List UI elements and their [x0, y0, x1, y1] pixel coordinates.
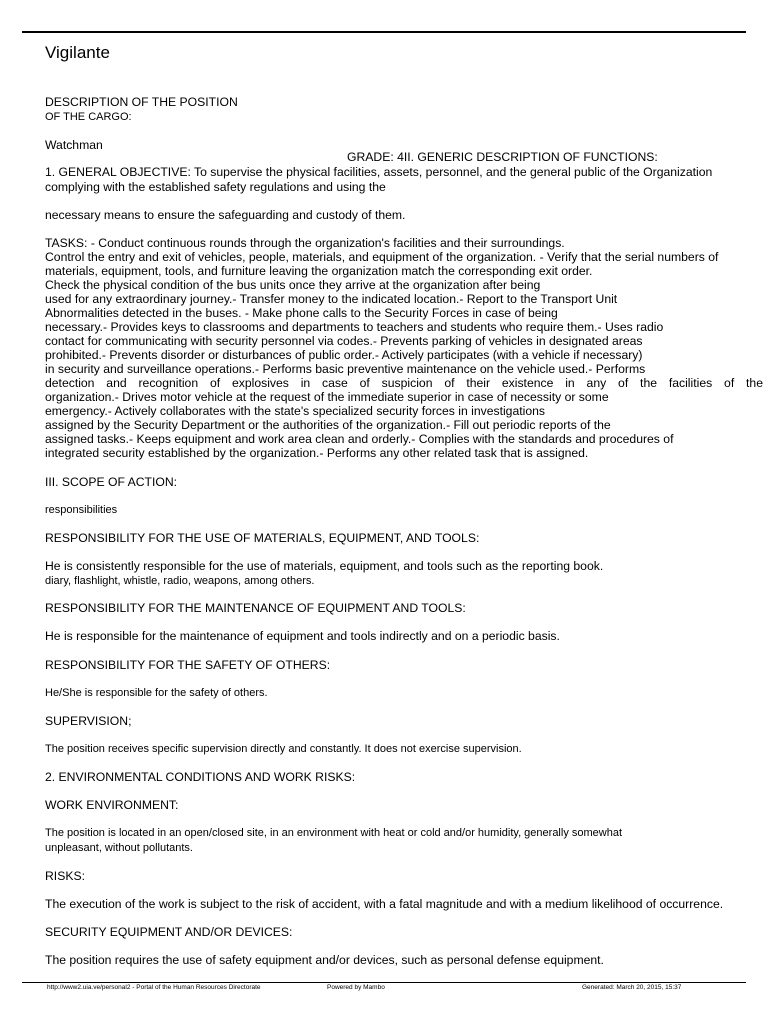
grade-heading: GRADE: 4II. GENERIC DESCRIPTION OF FUNCTIONS: [347, 150, 658, 165]
work-environment-text: The position is located in an open/closed site, in an environment with heat or cold and/or humidity, generally somewhat [45, 827, 623, 839]
scope-heading: III. SCOPE OF ACTION: [45, 475, 178, 489]
resp-maintenance-text: He is responsible for the maintenance of equipment and tools indirectly and on a periodic basis. [45, 629, 560, 643]
resp-materials-text-2: diary, flashlight, whistle, radio, weapons, among others. [45, 575, 315, 587]
tasks-line: emergency.- Actively collaborates with the state's specialized security forces in investigations [45, 404, 545, 418]
risks-text: The execution of the work is subject to the risk of accident, with a fatal magnitude and with a medium likelihood of occurrence. [45, 897, 724, 911]
tasks-line: used for any extraordinary journey.- Transfer money to the indicated location.- Report to the Transport Unit [45, 292, 618, 306]
footer-generated: Generated: March 20, 2015, 15:37 [582, 984, 682, 991]
top-rule [22, 31, 746, 33]
footer-source: http://www2.uia.ve/personal2 - Portal of the Human Resources Directorate [47, 984, 261, 991]
resp-maintenance-heading: RESPONSIBILITY FOR THE MAINTENANCE OF EQUIPMENT AND TOOLS: [45, 601, 466, 615]
position-name: Watchman [45, 138, 103, 152]
tasks-line: integrated security established by the organization.- Performs any other related task that is assigned. [45, 446, 589, 460]
work-environment-text: unpleasant, without pollutants. [45, 842, 193, 854]
tasks-line: contact for communicating with security personnel via codes.- Prevents parking of vehicles in designated areas [45, 334, 643, 348]
supervision-text: The position receives specific supervision directly and constantly. It does not exercise supervision. [45, 743, 522, 755]
means-text: necessary means to ensure the safeguarding and custody of them. [45, 208, 406, 222]
document-title: Vigilante [45, 43, 110, 62]
tasks-line: detection and recognition of explosives in case of suspicion of their existence in any of the facilities of the [45, 376, 763, 390]
tasks-line: in security and surveillance operations.- Performs basic preventive maintenance on the vehicle used.- Performs [45, 362, 646, 376]
tasks-line: assigned by the Security Department or the authorities of the organization.- Fill out periodic reports of the [45, 418, 611, 432]
work-environment-heading: WORK ENVIRONMENT: [45, 798, 179, 812]
tasks-line: assigned tasks.- Keeps equipment and work area clean and orderly.- Complies with the standards and procedures of [45, 432, 674, 446]
security-text: The position requires the use of safety equipment and/or devices, such as personal defense equipment. [45, 953, 604, 967]
responsibilities-label: responsibilities [45, 504, 118, 516]
tasks-line: Control the entry and exit of vehicles, people, materials, and equipment of the organization. - Verify that the serial numbers of [45, 250, 719, 264]
footer-powered: Powered by Mambo [327, 984, 385, 991]
cargo-label: OF THE CARGO: [45, 111, 132, 123]
tasks-line: organization.- Drives motor vehicle at the request of the immediate superior in case of necessity or some [45, 390, 609, 404]
tasks-line: TASKS: - Conduct continuous rounds through the organization's facilities and their surroundings. [45, 236, 565, 250]
description-heading: DESCRIPTION OF THE POSITION [45, 95, 238, 109]
environment-heading: 2. ENVIRONMENTAL CONDITIONS AND WORK RISKS: [45, 770, 356, 784]
security-heading: SECURITY EQUIPMENT AND/OR DEVICES: [45, 925, 293, 939]
supervision-heading: SUPERVISION; [45, 714, 132, 728]
resp-safety-text: He/She is responsible for the safety of others. [45, 687, 268, 699]
tasks-line: necessary.- Provides keys to classrooms and departments to teachers and students who require them.- Uses radio [45, 320, 664, 334]
risks-heading: RISKS: [45, 869, 85, 883]
resp-materials-heading: RESPONSIBILITY FOR THE USE OF MATERIALS, EQUIPMENT, AND TOOLS: [45, 531, 480, 545]
tasks-line: prohibited.- Prevents disorder or disturbances of public order.- Actively participates (with a vehicle if necessary) [45, 348, 643, 362]
tasks-line: Check the physical condition of the bus units once they arrive at the organization after being [45, 278, 541, 292]
bottom-rule [22, 982, 746, 983]
tasks-line: Abnormalities detected in the buses. - Make phone calls to the Security Forces in case of being [45, 306, 558, 320]
objective-line-2: complying with the established safety regulations and using the [45, 180, 386, 194]
objective-line-1: 1. GENERAL OBJECTIVE: To supervise the physical facilities, assets, personnel, and the general public of the Organization [45, 165, 713, 179]
tasks-line: materials, equipment, tools, and furniture leaving the organization match the corresponding exit order. [45, 264, 593, 278]
resp-safety-heading: RESPONSIBILITY FOR THE SAFETY OF OTHERS: [45, 658, 331, 672]
resp-materials-text: He is consistently responsible for the use of materials, equipment, and tools such as the reporting book. [45, 559, 604, 573]
